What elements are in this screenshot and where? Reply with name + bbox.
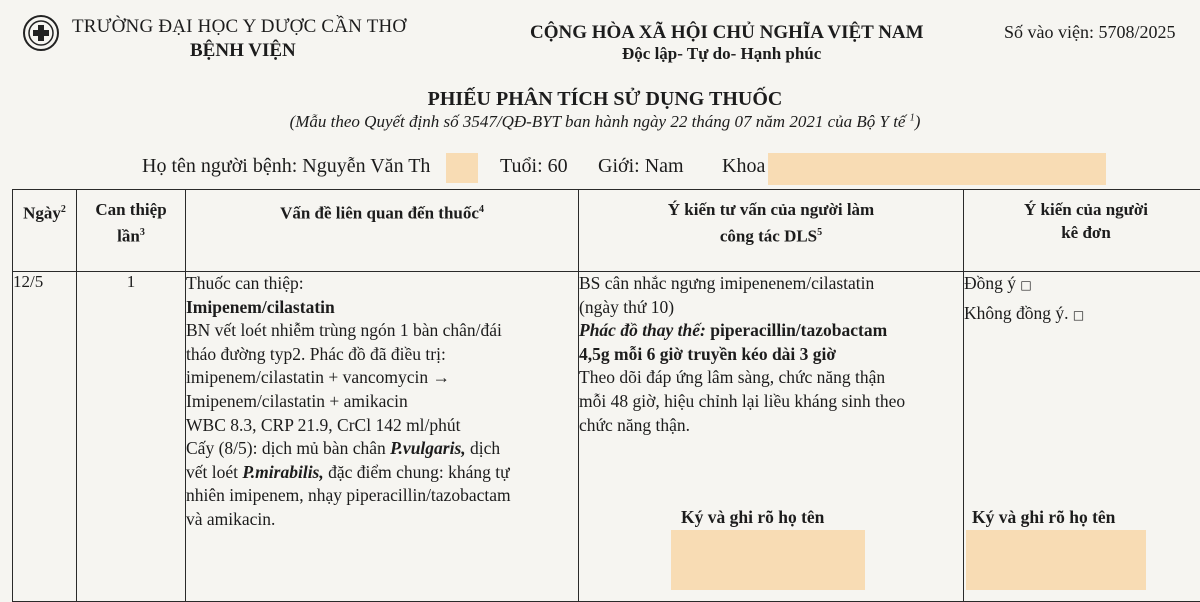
redaction-pharmacist-signature — [671, 530, 865, 590]
prescriber-signature-label: Ký và ghi rõ họ tên — [972, 506, 1115, 530]
header-issue: Vấn đề liên quan đến thuốc$^4$ — [186, 190, 579, 272]
agree-option[interactable]: Đồng ý □ — [964, 272, 1200, 298]
patient-name: Họ tên người bệnh: Nguyễn Văn Th — [142, 155, 430, 178]
drug-analysis-table — [12, 189, 1200, 602]
nation-title: CỘNG HÒA XÃ HỘI CHỦ NGHĨA VIỆT NAM — [530, 22, 924, 44]
header-times: Can thiệp lần$^3$ — [77, 190, 186, 272]
cell-prescriber — [964, 272, 1200, 602]
department-label: Khoa — [722, 155, 765, 178]
university-name: TRƯỜNG ĐẠI HỌC Y DƯỢC CẦN THƠ — [72, 16, 406, 38]
table-row — [13, 272, 1200, 602]
disagree-option[interactable]: Không đồng ý. □ — [964, 302, 1200, 328]
hospital-logo-icon — [22, 14, 60, 52]
cell-date: 12/5 — [13, 272, 77, 602]
national-motto: Độc lập- Tự do- Hạnh phúc — [622, 44, 821, 64]
header-date: Ngày$^2$ — [13, 190, 77, 272]
patient-age: Tuổi: 60 — [500, 155, 568, 178]
patient-sex: Giới: Nam — [598, 155, 684, 178]
form-title: PHIẾU PHÂN TÍCH SỬ DỤNG THUỐC — [0, 88, 1200, 111]
table-header-row — [13, 190, 1200, 272]
agree-checkbox-icon[interactable]: □ — [1020, 278, 1031, 292]
form-subtitle: (Mẫu theo Quyết định số 3547/QĐ-BYT ban hành ngày 22 tháng 07 năm 2021 của Bộ Y tế $^1$) — [0, 112, 1200, 132]
admission-number: Số vào viện: 5708/2025 — [1004, 22, 1176, 43]
redaction-patient-name — [446, 153, 478, 183]
cell-issue: Thuốc can thiệp: Imipenem/cilastatin BN vết loét nhiễm trùng ngón 1 bàn chân/đái tháo đường typ2. Phác đồ đã điều trị: imipenem/cilastatin + vancomycin → Imipenem/cilastatin + amikacin WBC 8.3, CRP 21.9, CrCl 142 ml/phút Cấy (8/5): dịch mủ bàn chân P.vulgaris, dịch vết loét P.mirabilis, đặc điểm chung: kháng tự nhiên imipenem, nhạy piperacillin/tazobactam và amikacin. — [186, 272, 579, 602]
hospital-name: BỆNH VIỆN — [190, 40, 296, 62]
cell-times: 1 — [77, 272, 186, 602]
redaction-department — [768, 153, 1106, 185]
header-advice: Ý kiến tư vấn của người làm công tác DLS$^5$ — [579, 190, 964, 272]
cell-advice: BS cân nhắc ngưng imipenenem/cilastatin (ngày thứ 10) Phác đồ thay thế: piperacillin/tazobactam 4,5g mỗi 6 giờ truyền kéo dài 3 giờ Theo dõi đáp ứng lâm sàng, chức năng thận mỗi 48 giờ, hiệu chỉnh lại liều kháng sinh theo chức năng thận. Ký và ghi rõ họ tên — [579, 272, 964, 602]
intervention-drug: Imipenem/cilastatin — [186, 296, 578, 320]
disagree-checkbox-icon[interactable]: □ — [1073, 308, 1084, 322]
pharmacist-signature-label: Ký và ghi rõ họ tên — [681, 506, 824, 530]
redaction-prescriber-signature — [966, 530, 1146, 590]
header-prescriber: Ý kiến của người kê đơn — [964, 190, 1200, 272]
